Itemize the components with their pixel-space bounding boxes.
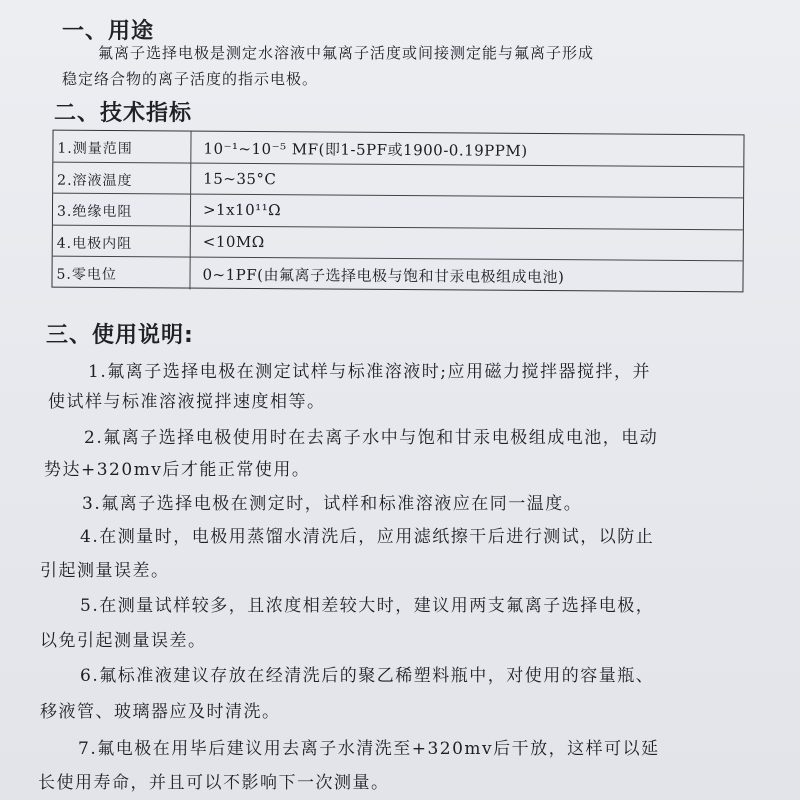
spec-label: 3.绝缘电阻 [53, 194, 191, 226]
section1-title: 一、用途 [62, 19, 155, 44]
spec-value: 10⁻¹~10⁻⁵ MF(即1-5PF或1900-0.19PPM) [203, 139, 528, 160]
instruction-line: 移液管、玻璃器应及时清洗。 [40, 702, 281, 722]
spec-row [53, 225, 743, 261]
section1-line: 稳定络合物的离子活度的指示电极。 [62, 70, 319, 88]
spec-value: <10MΩ [202, 232, 265, 251]
spec-label: 2.溶液温度 [53, 162, 191, 194]
spec-value: 15~35°C [203, 169, 277, 188]
spec-row [53, 131, 743, 167]
instruction-line: 使试样与标准溶液搅拌速度相等。 [48, 392, 326, 412]
spec-label: 1.测量范围 [53, 131, 191, 163]
section3-title: 三、使用说明: [46, 323, 194, 348]
instruction-line: 3.氟离子选择电极在测定时，试样和标准溶液应在同一温度。 [82, 494, 583, 514]
instruction-line: 6.氟标准液建议存放在经清洗后的聚乙稀塑料瓶中，对使用的容量瓶、 [80, 666, 655, 686]
instruction-line: 以免引起测量误差。 [40, 631, 207, 651]
spec-value: 0~1PF(由氟离子选择电极与饱和甘汞电极组成电池) [202, 266, 565, 287]
spec-table [51, 130, 744, 293]
spec-row [53, 162, 743, 198]
instruction-line: 4.在测量时，电极用蒸馏水清洗后，应用滤纸擦干后进行测试，以防止 [80, 527, 655, 547]
instruction-line: 2.氟离子选择电极使用时在去离子水中与饱和甘汞电极组成电池，电动 [84, 428, 659, 448]
instruction-line: 势达+320mv后才能正常使用。 [44, 460, 311, 480]
instruction-line: 5.在测量试样较多，且浓度相差较大时，建议用两支氟离子选择电极， [80, 596, 655, 616]
instruction-line: 7.氟电极在用毕后建议用去离子水清洗至+320mv后干放，这样可以延 [78, 739, 660, 759]
spec-row [52, 257, 742, 293]
section1-line: 氟离子选择电极是测定水溶液中氟离子活度或间接测定能与氟离子形成 [98, 44, 595, 62]
spec-label: 4.电极内阻 [53, 225, 191, 257]
spec-value: >1x10¹¹Ω [202, 200, 282, 220]
instruction-line: 长使用寿命，并且可以不影响下一次测量。 [38, 773, 390, 793]
instruction-line: 1.氟离子选择电极在测定试样与标准溶液时;应用磁力搅拌器搅拌，并 [88, 362, 651, 382]
spec-row [53, 194, 743, 230]
instruction-line: 引起测量误差。 [40, 561, 170, 581]
spec-label: 5.零电位 [52, 257, 190, 290]
section2-title: 二、技术指标 [54, 101, 193, 126]
